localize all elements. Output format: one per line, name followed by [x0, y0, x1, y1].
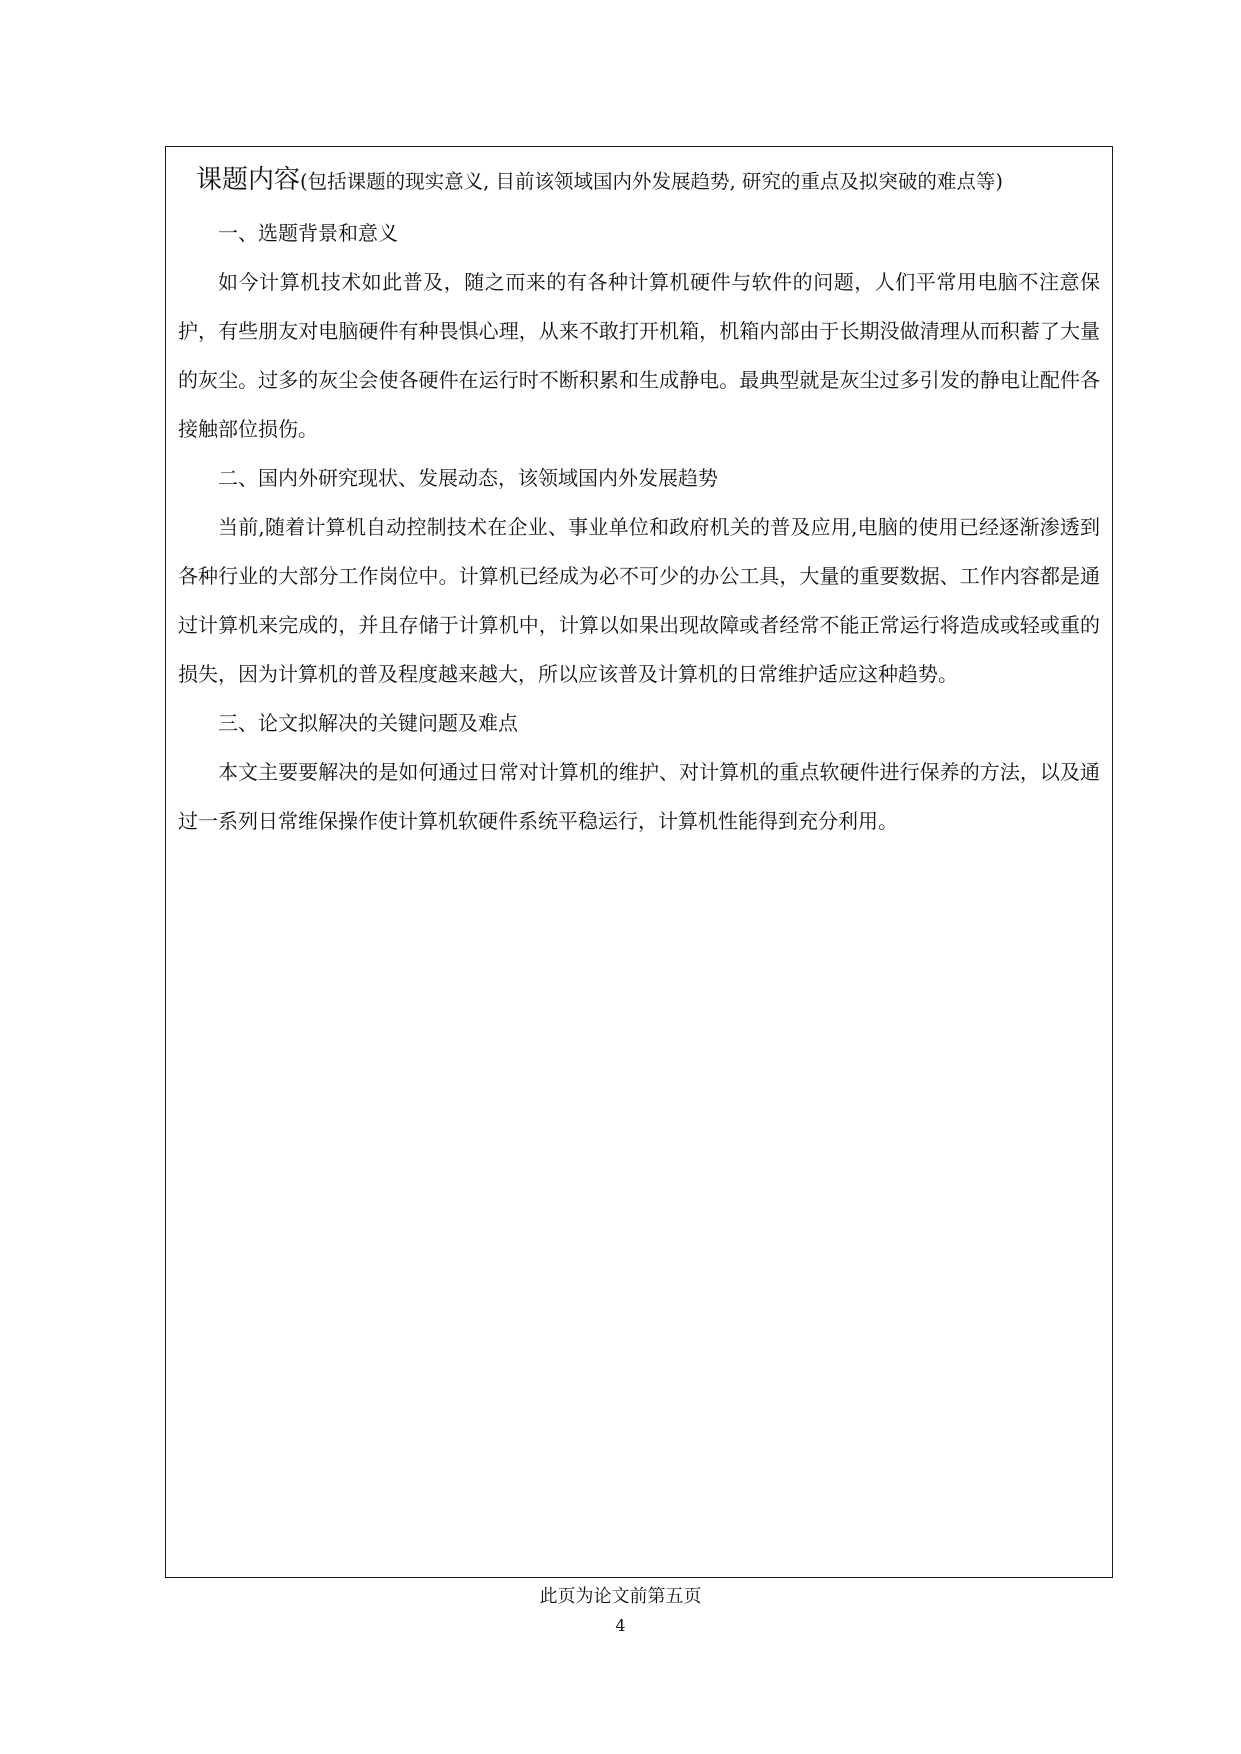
- content-table-frame: [165, 146, 1113, 1578]
- section-heading-2: 二、国内外研究现状、发展动态，该领域国内外发展趋势: [218, 466, 718, 490]
- section-heading-1: 一、选题背景和意义: [218, 221, 398, 245]
- page-number: 4: [615, 1616, 626, 1635]
- content-body: [178, 165, 1100, 846]
- page-title: 课题内容: [196, 165, 301, 195]
- page-subtitle: (包括课题的现实意义, 目前该领域国内外发展趋势, 研究的重点及拟突破的难点等): [300, 170, 1004, 193]
- section-paragraph-2: 当前,随着计算机自动控制技术在企业、事业单位和政府机关的普及应用,电脑的使用已经逐渐渗透到各种行业的大部分工作岗位中。计算机已经成为必不可少的办公工具，大量的重要数据、工作内容都是通过计算机来完成的，并且存储于计算机中，计算以如果出现故障或者经常不能正常运行将造成或轻或重的损失，因为计算机的普及程度越来越大，所以应该普及计算机的日常维护适应这种趋势。: [178, 515, 1100, 686]
- section-paragraph-3: 本文主要要解决的是如何通过日常对计算机的维护、对计算机的重点软硬件进行保养的方法，以及通过一系列日常维保操作使计算机软硬件系统平稳运行，计算机性能得到充分利用。: [178, 760, 1100, 833]
- section-heading-3: 三、论文拟解决的关键问题及难点: [218, 711, 518, 735]
- section-paragraph-1: 如今计算机技术如此普及，随之而来的有各种计算机硬件与软件的问题，人们平常用电脑不注意保护，有些朋友对电脑硬件有种畏惧心理，从来不敢打开机箱，机箱内部由于长期没做清理从而积蓄了大量的灰尘。过多的灰尘会使各硬件在运行时不断积累和生成静电。最典型就是灰尘过多引发的静电让配件各接触部位损伤。: [178, 270, 1100, 441]
- footer-note: 此页为论文前第五页: [539, 1586, 702, 1607]
- section-title: [196, 165, 1100, 197]
